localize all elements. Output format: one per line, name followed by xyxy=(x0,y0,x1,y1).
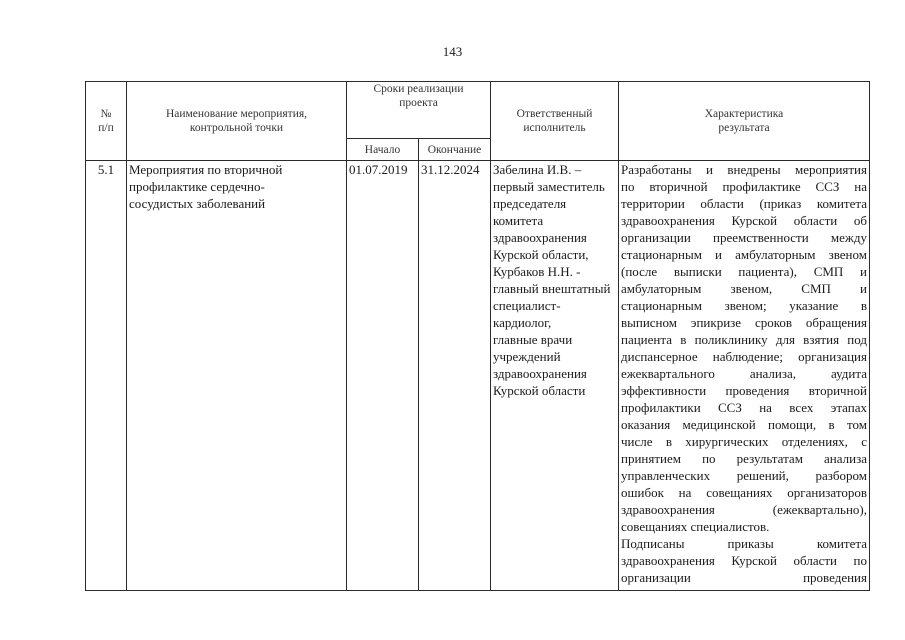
result-line: ежеквартального анализа, аудита xyxy=(621,366,867,381)
result-line: стационарным звеном; указание в xyxy=(621,298,867,313)
activities-table xyxy=(85,81,870,591)
result-line: профилактики ССЗ на всех этапах xyxy=(621,400,867,415)
result-line: организации проведения xyxy=(621,570,867,585)
result-line: амбулаторным звеном, СМП и xyxy=(621,281,867,296)
row-result xyxy=(619,161,870,591)
row-start-date: 01.07.2019 xyxy=(347,161,419,591)
result-line: диспансерное наблюдение; организация xyxy=(621,349,867,364)
header-responsible-line: исполнитель xyxy=(523,122,586,134)
responsible-line: главные врачи xyxy=(493,332,573,347)
responsible-line: первый заместитель xyxy=(493,179,605,194)
responsible-line: председателя xyxy=(493,196,567,211)
header-number xyxy=(86,82,127,161)
responsible-line: кардиолог, xyxy=(493,315,552,330)
responsible-line: Забелина И.В. – xyxy=(493,162,582,177)
result-line: принятием по результатам анализа xyxy=(621,451,867,466)
header-number-line: № xyxy=(100,108,112,120)
result-line: по вторичной профилактике ССЗ на xyxy=(621,179,867,194)
result-line: совещаниях специалистов. xyxy=(621,519,770,534)
header-start: Начало xyxy=(347,139,419,161)
result-line: выписном эпикризе сроков обращения xyxy=(621,315,867,330)
row-activity-name xyxy=(127,161,347,591)
header-end: Окончание xyxy=(419,139,491,161)
result-line: (после выписки пациента), СМП и xyxy=(621,264,867,279)
responsible-line: здравоохранения xyxy=(493,366,587,381)
result-line: стационарным и амбулаторным звеном xyxy=(621,247,867,262)
responsible-line: специалист- xyxy=(493,298,561,313)
responsible-line: учреждений xyxy=(493,349,561,364)
result-line: здравоохранения Курской области по xyxy=(621,553,867,568)
activity-name-line: профилактике сердечно- xyxy=(129,179,265,194)
result-line: Подписаны приказы комитета xyxy=(621,536,867,551)
header-number-line: п/п xyxy=(98,122,114,134)
result-line: пациента в поликлинику для взятия под xyxy=(621,332,867,347)
header-period-line: проекта xyxy=(399,97,438,109)
row-number: 5.1 xyxy=(86,161,127,591)
header-period-line: Сроки реализации xyxy=(373,83,464,95)
row-responsible xyxy=(491,161,619,591)
result-line: территории области (приказ комитета xyxy=(621,196,867,211)
header-activity-name-line: контрольной точки xyxy=(189,122,284,134)
header-period xyxy=(347,82,491,139)
header-activity-name xyxy=(127,82,347,161)
header-responsible xyxy=(491,82,619,161)
responsible-line: Курской области, xyxy=(493,247,589,262)
row-end-date: 31.12.2024 xyxy=(419,161,491,591)
result-line: эффективности проведения вторичной xyxy=(621,383,867,398)
result-line: Разработаны и внедрены мероприятия xyxy=(621,162,867,177)
responsible-line: здравоохранения xyxy=(493,230,587,245)
header-result xyxy=(619,82,870,161)
responsible-line: Курбаков Н.Н. - xyxy=(493,264,581,279)
result-line: здравоохранения (ежеквартально), xyxy=(621,502,867,517)
result-line: здравоохранения Курской области об xyxy=(621,213,867,228)
result-line: ошибок на совещаниях организаторов xyxy=(621,485,867,500)
responsible-line: главный внештатный xyxy=(493,281,611,296)
responsible-line: Курской области xyxy=(493,383,586,398)
header-activity-name-line: Наименование мероприятия, xyxy=(165,108,308,120)
result-line: числе в хирургических отделениях, с xyxy=(621,434,867,449)
activity-name-line: Мероприятия по вторичной xyxy=(129,162,283,177)
header-result-line: результата xyxy=(718,122,770,134)
header-responsible-line: Ответственный xyxy=(516,108,593,120)
responsible-line: комитета xyxy=(493,213,544,228)
result-line: организации преемственности между xyxy=(621,230,867,245)
result-line: управленческих решений, разбором xyxy=(621,468,867,483)
result-line: оказания медицинской помощи, в том xyxy=(621,417,867,432)
page-number: 143 xyxy=(442,44,463,59)
activity-name-line: сосудистых заболеваний xyxy=(129,196,266,211)
header-result-line: Характеристика xyxy=(704,108,784,120)
